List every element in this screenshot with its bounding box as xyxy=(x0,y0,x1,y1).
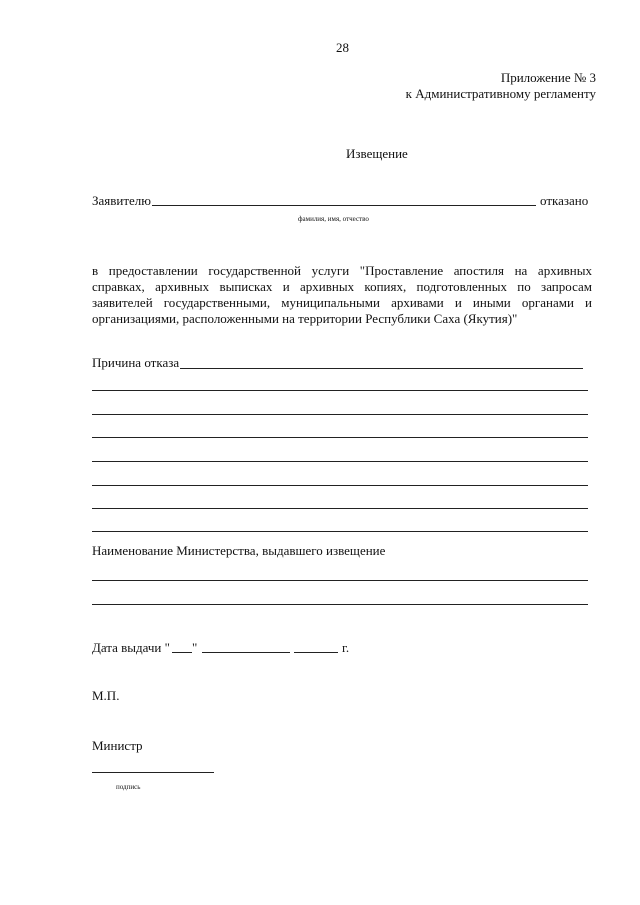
reason-line[interactable] xyxy=(92,485,588,486)
reason-label: Причина отказа xyxy=(92,355,180,370)
applicant-caption: фамилия, имя, отчество xyxy=(298,215,369,223)
appendix-line-1: Приложение № 3 xyxy=(500,70,596,85)
reason-line[interactable] xyxy=(92,414,588,415)
reason-line[interactable] xyxy=(92,508,588,509)
ministry-label: Наименование Министерства, выдавшего извещение xyxy=(92,543,386,558)
reason-line[interactable] xyxy=(92,437,588,438)
signature-caption: подпись xyxy=(116,783,141,791)
page-number: 28 xyxy=(336,40,349,55)
issue-year-field[interactable] xyxy=(294,652,338,653)
seal-label: М.П. xyxy=(92,688,120,703)
reason-line[interactable] xyxy=(92,461,588,462)
signature-field[interactable] xyxy=(92,772,214,773)
reason-line[interactable] xyxy=(92,390,588,391)
applicant-suffix: отказано xyxy=(540,193,589,208)
ministry-line[interactable] xyxy=(92,604,588,605)
issue-year-suffix: г. xyxy=(342,640,350,655)
issue-day-field[interactable] xyxy=(172,652,192,653)
minister-label: Министр xyxy=(92,738,143,753)
issue-date-quote-close: " xyxy=(192,640,198,655)
issue-date-label: Дата выдачи " xyxy=(92,640,170,655)
reason-field-first[interactable] xyxy=(180,368,583,369)
applicant-name-field[interactable] xyxy=(152,205,536,206)
document-title: Извещение xyxy=(346,146,408,161)
applicant-label: Заявителю xyxy=(92,193,152,208)
service-paragraph: в предоставлении государственной услуги "Проставление апостиля на архивных справках, архивных выписках и архивных копиях, подготовленных по запросам заявителей государственными, муниципальными архивами и иными органами и организациями, расположенными на территории Республики Саха (Якутия)" xyxy=(92,263,592,326)
issue-month-field[interactable] xyxy=(202,652,290,653)
appendix-line-2: к Административному регламенту xyxy=(405,86,596,101)
ministry-line[interactable] xyxy=(92,580,588,581)
reason-line[interactable] xyxy=(92,531,588,532)
